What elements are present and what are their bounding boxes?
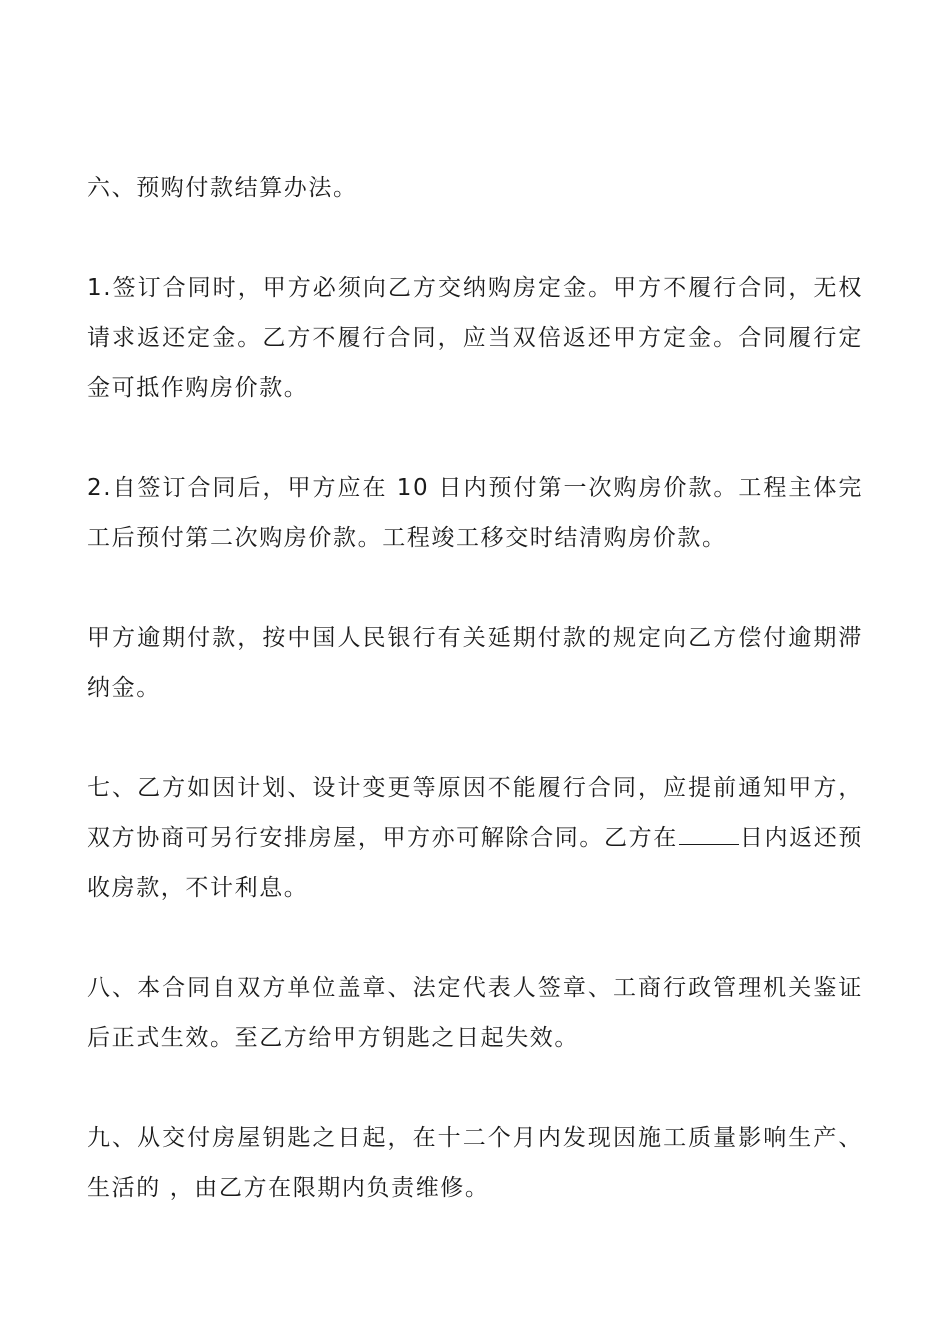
clause-7	[87, 763, 863, 913]
clause-6-item-2: 2.自签订合同后，甲方应在 10 日内预付第一次购房价款。工程主体完工后预付第二次购房价款。工程竣工移交时结清购房价款。	[87, 475, 863, 551]
clause-6-heading: 六、预购付款结算办法。	[87, 175, 358, 201]
clause-8: 八、本合同自双方单位盖章、法定代表人签章、工商行政管理机关鉴证后正式生效。至乙方给甲方钥匙之日起失效。	[87, 975, 863, 1051]
clause-6-late-payment: 甲方逾期付款，按中国人民银行有关延期付款的规定向乙方偿付逾期滞纳金。	[87, 625, 863, 701]
clause-7-text-before: 七、乙方如因计划、设计变更等原因不能履行合同，应提前通知甲方，双方协商可另行安排房屋，甲方亦可解除合同。乙方在	[87, 775, 863, 851]
days-blank-field[interactable]	[679, 818, 739, 845]
clause-9: 九、从交付房屋钥匙之日起，在十二个月内发现因施工质量影响生产、生活的 ，由乙方在限期内负责维修。	[87, 1125, 863, 1201]
clause-6-item-1: 1.签订合同时，甲方必须向乙方交纳购房定金。甲方不履行合同，无权请求返还定金。乙方不履行合同，应当双倍返还甲方定金。合同履行定金可抵作购房价款。	[87, 275, 863, 401]
clause-7-text-after: 日内返还预收房款，不计利息。	[87, 825, 864, 901]
document-page	[87, 163, 863, 1263]
